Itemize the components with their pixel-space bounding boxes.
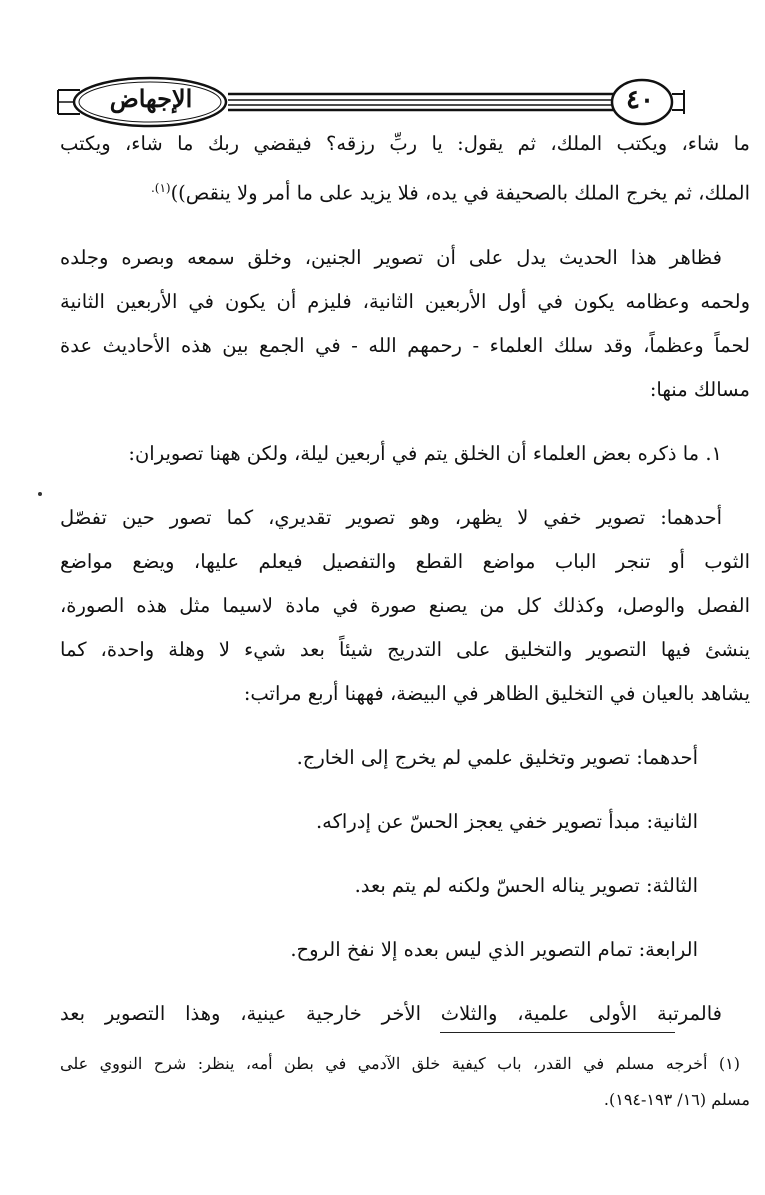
text-line: فالمرتبة الأولى علمية، والثلاث الأخر خارجية عينية، وهذا التصوير بعد — [60, 1001, 722, 1025]
text-line: ينشئ فيها التصوير والتخليق على التدريج شيئاً بعد شيء لا وهلة واحدة، كما — [60, 637, 750, 661]
text-line: يشاهد بالعيان في التخليق الظاهر في البيضة، فههنا أربع مراتب: — [243, 681, 750, 705]
footnote-line: مسلم (١٦/ ١٩٣-١٩٤). — [603, 1090, 750, 1109]
text-line: ١. ما ذكره بعض العلماء أن الخلق يتم في أربعين ليلة، ولكن ههنا تصويران: — [128, 441, 722, 465]
footnote-line: (١) أخرجه مسلم في القدر، باب كيفية خلق الآدمي في بطن أمه، ينظر: شرح النووي على — [60, 1054, 740, 1073]
page-body — [60, 122, 750, 1056]
page-number: ٤٠ — [626, 85, 654, 115]
text-line: مسالك منها: — [649, 377, 750, 401]
rank-item — [60, 864, 750, 908]
text-line: الثانية: مبدأ تصوير خفي يعجز الحسّ عن إدراكه. — [315, 809, 698, 833]
text-line: ما شاء، ويكتب الملك، ثم يقول: يا ربِّ رزقه؟ فيقضي ربك ما شاء، ويكتب — [60, 132, 750, 155]
rank-item — [60, 736, 750, 780]
rank-item — [60, 800, 750, 844]
rank-item — [60, 928, 750, 972]
text-line: الثالثة: تصوير يناله الحسّ ولكنه لم يتم بعد. — [354, 873, 698, 897]
text-line: أحدهما: تصوير وتخليق علمي لم يخرج إلى الخارج. — [296, 745, 698, 769]
text-line: فظاهر هذا الحديث يدل على أن تصوير الجنين، وخلق سمعه وبصره وجلده — [60, 245, 722, 269]
paragraph-hadith-ending — [60, 122, 750, 216]
page-speck — [38, 492, 42, 496]
text-line: الفصل والوصل، وكذلك كل من يصنع صورة في مادة لاسيما مثل هذه الصورة، — [60, 593, 750, 617]
text-line — [60, 166, 750, 216]
text-line: الثوب أو تنجر الباب مواضع القطع والتفصيل فيعلم عليها، ويضع مواضع — [60, 549, 750, 573]
text-line: أحدهما: تصوير خفي لا يظهر، وهو تصوير تقديري، كما تصور حين تفصّل — [60, 505, 722, 529]
text-line: الرابعة: تمام التصوير الذي ليس بعده إلا نفخ الروح. — [290, 937, 698, 961]
paragraph-first-approach — [60, 432, 750, 476]
paragraph-apparent-meaning — [60, 236, 750, 412]
paragraph-closing — [60, 992, 750, 1036]
paragraph-two-formations — [60, 496, 750, 716]
text-line: لحماً وعظماً، وقد سلك العلماء - رحمهم الله - في الجمع بين هذه الأحاديث عدة — [60, 333, 750, 357]
footnote-separator — [440, 1032, 675, 1033]
footnote-marker: (١). — [150, 181, 171, 195]
chapter-title: الإجهاض — [109, 84, 193, 113]
text-line-content: الملك، ثم يخرج الملك بالصحيفة في يده، فلا يزيد على ما أمر ولا ينقص)) — [170, 181, 750, 205]
text-line: ولحمه وعظامه يكون في أول الأربعين الثانية، فليزم أن يكون في الأربعين الثانية — [60, 289, 750, 313]
footnote — [60, 1046, 750, 1118]
